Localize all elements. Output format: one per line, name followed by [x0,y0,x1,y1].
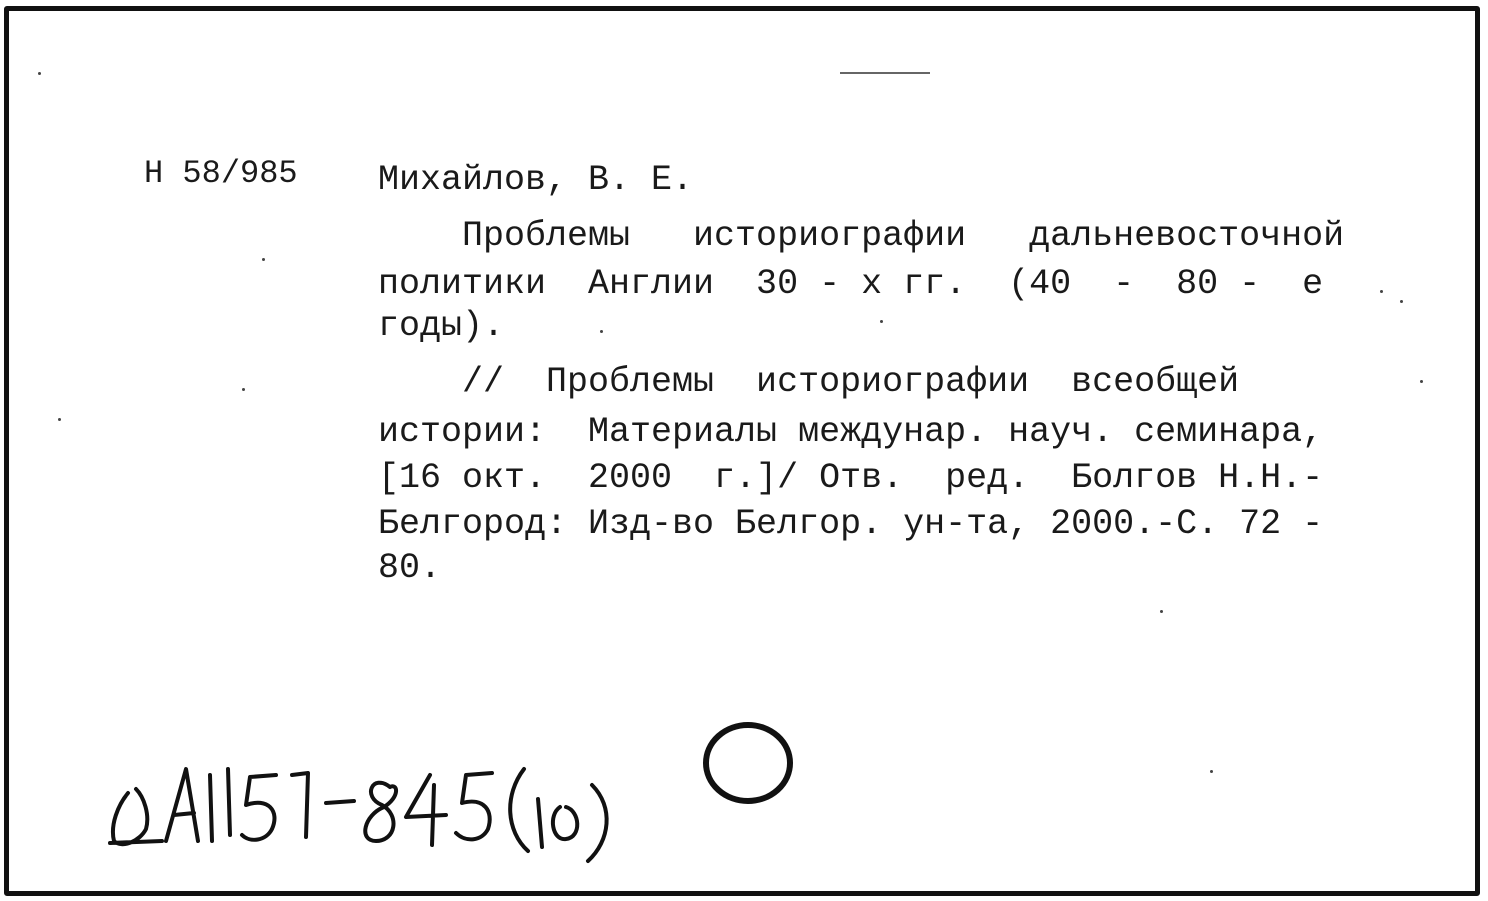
title-line-3: годы). [378,306,505,346]
scan-noise [1160,610,1163,613]
scan-noise [840,72,930,74]
scan-noise [880,320,883,323]
source-line-5: 80. [378,548,442,588]
source-line-3: [16 окт. 2000 г.]/ Отв. ред. Болгов Н.Н.- [378,458,1324,498]
scan-noise [1420,380,1423,383]
handwritten-shelf-code [100,745,660,865]
scan-noise [262,258,265,261]
scan-noise [1400,300,1403,303]
scan-noise [58,418,61,421]
author-line: Михайлов, В. Е. [378,160,694,200]
scan-noise [1210,770,1213,773]
scan-noise [600,330,603,333]
title-line-1: Проблемы историографии дальневосточной [378,216,1345,256]
source-line-2: истории: Материалы междунар. науч. семинара, [378,412,1324,452]
scan-noise [1380,290,1383,293]
title-line-2: политики Англии 30 - х гг. (40 - 80 - е [378,264,1324,304]
scan-noise [242,388,245,391]
source-line-4: Белгород: Изд-во Белгор. ун-та, 2000.-С. 72 - [378,504,1324,544]
scan-noise [38,72,41,75]
source-line-1: // Проблемы историографии всеобщей [378,362,1240,402]
call-number: Н 58/985 [144,155,298,192]
circle-mark [700,716,800,812]
